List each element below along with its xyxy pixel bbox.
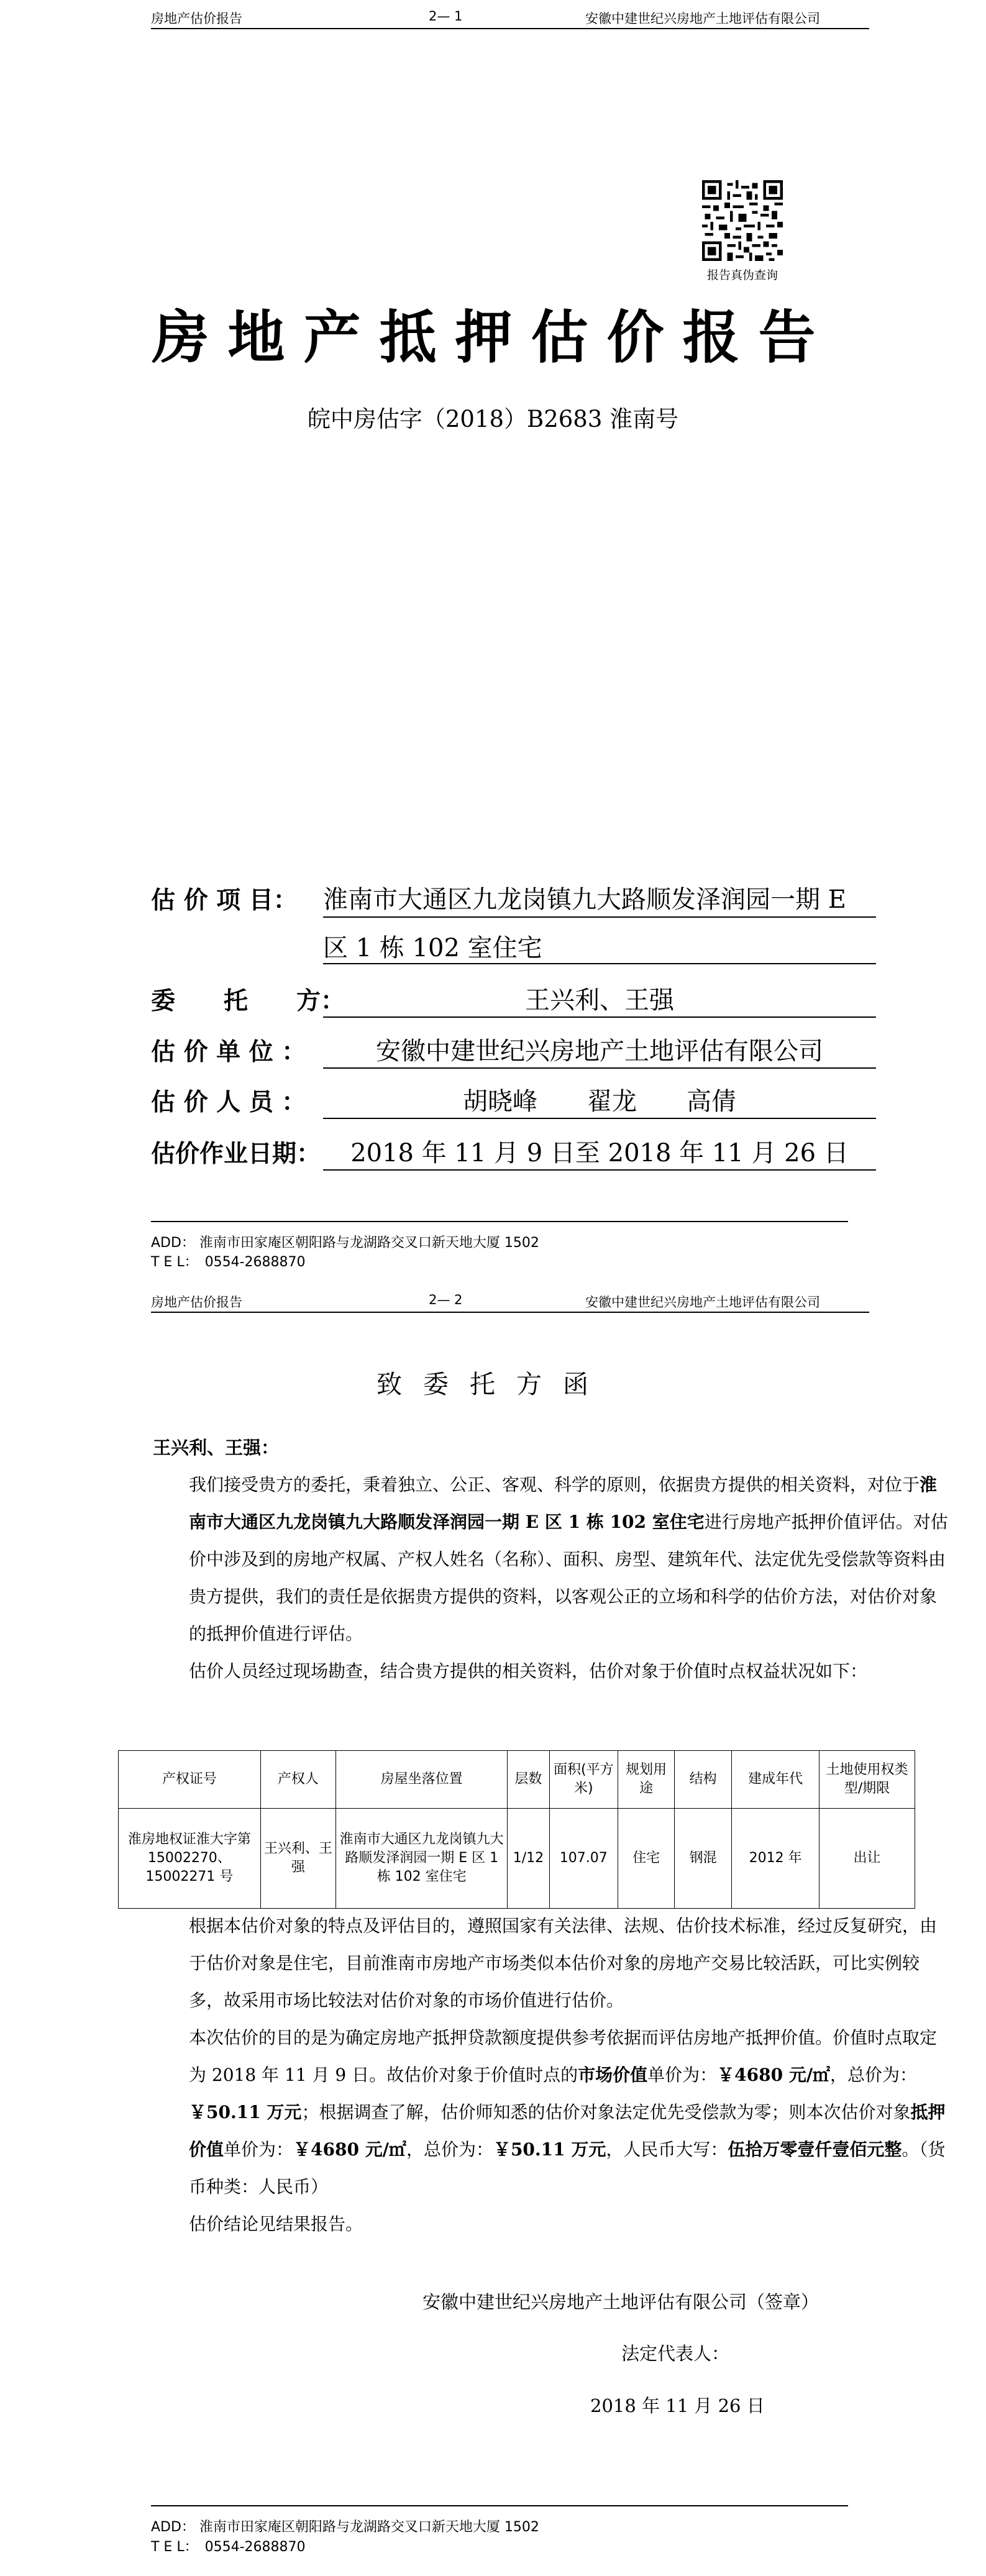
market-unit-price: ￥4680 元/㎡ (717, 2065, 831, 2085)
signature-representative: 法定代表人： (621, 2343, 730, 2364)
date-label: 估价作业日期： (151, 1140, 321, 1168)
table-header: 房屋坐落位置 (336, 1751, 508, 1809)
p4-text: ，总价为： (406, 2139, 493, 2160)
report-title: 房地产抵押估价报告 (152, 304, 834, 371)
table-header: 产权证号 (119, 1751, 261, 1809)
mortgage-unit-price: ￥4680 元/㎡ (293, 2139, 406, 2160)
staff-value: 胡晓峰 翟龙 高倩 (463, 1087, 736, 1116)
property-info-table (118, 1750, 915, 1909)
table-header: 层数 (508, 1751, 549, 1809)
client-label: 委 托 方： (151, 987, 345, 1015)
report-number: 皖中房估字（2018）B2683 淮南号 (307, 406, 679, 432)
date-value: 2018 年 11 月 9 日至 2018 年 11 月 26 日 (350, 1139, 849, 1167)
table-cell: 住宅 (618, 1809, 675, 1909)
org-label: 估 价 单 位 ： (151, 1038, 306, 1066)
paragraph-1-text-a: 我们接受贵方的委托，秉着独立、公正、客观、科学的原则，依据贵方提供的相关资料，对位于 (189, 1474, 920, 1495)
table-cell: 淮房地权证淮大字第 15002270、15002271 号 (119, 1809, 261, 1909)
table-header-row (119, 1751, 915, 1809)
project-value-line2: 区 1 栋 102 室住宅 (323, 934, 542, 962)
mortgage-total-price: ￥50.11 万元 (493, 2139, 606, 2160)
p4-text: 单价为： (647, 2065, 718, 2085)
letter-title: 致委托方函 (377, 1369, 609, 1399)
table-cell: 1/12 (508, 1809, 549, 1909)
salutation: 王兴利、王强： (153, 1437, 280, 1458)
footer-rule (151, 2505, 848, 2506)
project-label: 估 价 项 目： (151, 887, 298, 915)
client-underline (323, 1016, 876, 1018)
staff-label: 估 价 人 员 ： (151, 1089, 306, 1117)
org-value: 安徽中建世纪兴房地产土地评估有限公司 (376, 1037, 823, 1066)
p4-text: ；根据调查了解，估价师知悉的估价对象法定优先受偿款为零；则本次估价对象 (301, 2102, 911, 2122)
project-value-line1: 淮南市大通区九龙岗镇九大路顺发泽润园一期 E (323, 885, 846, 914)
table-cell: 107.07 (549, 1809, 618, 1909)
table-header: 产权人 (260, 1751, 336, 1809)
table-header: 规划用途 (618, 1751, 675, 1809)
client-value: 王兴利、王强 (525, 986, 674, 1015)
table-header: 面积(平方米) (549, 1751, 618, 1809)
org-underline (323, 1067, 876, 1069)
project-underline-2 (323, 963, 876, 964)
table-row (119, 1809, 915, 1909)
mortgage-value-label: 抵押价值 (189, 2102, 946, 2160)
header-rule (151, 28, 869, 29)
header-rule (151, 1312, 869, 1313)
table-cell: 钢混 (675, 1809, 732, 1909)
qr-code-icon (702, 180, 783, 261)
market-value-label: 市场价值 (578, 2065, 648, 2085)
footer-rule (151, 1221, 848, 1222)
p4-text: 单价为： (224, 2139, 294, 2160)
table-cell: 2012 年 (732, 1809, 819, 1909)
signature-date: 2018 年 11 月 26 日 (590, 2395, 765, 2416)
table-cell: 出让 (819, 1809, 915, 1909)
project-underline-1 (323, 916, 876, 918)
header-page-number: 2— 2 (429, 1292, 463, 1307)
p4-text: ，人民币大写： (606, 2139, 728, 2160)
footer-tel: T E L： 0554-2688870 (151, 1254, 306, 1270)
footer-address: ADD： 淮南市田家庵区朝阳路与龙湖路交叉口新天地大厦 1502 (151, 1235, 539, 1251)
signature-company: 安徽中建世纪兴房地产土地评估有限公司（签章） (422, 2291, 819, 2313)
p4-text: ，总价为： (830, 2065, 918, 2085)
header-left: 房地产估价报告 (151, 11, 242, 26)
p4-text: 本次估价的目的是为确定房地产抵押贷款额度提供参考依据而评估房地产抵押价值。价值时点取定为 2018 年 11 月 9 日。故估价对象于价值时点的 (189, 2027, 938, 2085)
paragraph-4 (153, 2019, 950, 2206)
amount-in-words: 伍拾万零壹仟壹佰元整 (728, 2139, 902, 2160)
qr-caption: 报告真伪查询 (706, 268, 778, 282)
paragraph-1 (153, 1466, 950, 1653)
table-header: 结构 (675, 1751, 732, 1809)
paragraph-1-text-c: 进行房地产抵押价值评估。对估价中涉及到的房地产权属、产权人姓名（名称）、面积、房型、建筑年代、法定优先受偿款等资料由贵方提供，我们的责任是依据贵方提供的资料，以客观公正的立场和科学的估价方法，对估价对象的抵押价值进行评估。 (189, 1512, 948, 1644)
p4-text: 。（货币种类：人民币） (189, 2139, 946, 2197)
table-header: 建成年代 (732, 1751, 819, 1809)
table-cell: 王兴利、王强 (260, 1809, 336, 1909)
table-header: 土地使用权类型/期限 (819, 1751, 915, 1809)
paragraph-5: 估价结论见结果报告。 (189, 2214, 363, 2234)
market-total-price: ￥50.11 万元 (189, 2102, 302, 2122)
property-address: 淮南市大通区九龙岗镇九大路顺发泽润园一期 E 区 1 栋 102 室住宅 (189, 1474, 938, 1532)
staff-underline (323, 1118, 876, 1119)
paragraph-2: 估价人员经过现场勘查，结合贵方提供的相关资料，估价对象于价值时点权益状况如下： (189, 1661, 868, 1681)
header-right: 安徽中建世纪兴房地产土地评估有限公司 (585, 11, 820, 26)
table-cell: 淮南市大通区九龙岗镇九大路顺发泽润园一期 E 区 1 栋 102 室住宅 (336, 1809, 508, 1909)
footer-tel: T E L： 0554-2688870 (151, 2539, 306, 2555)
header-page-number: 2— 1 (429, 9, 463, 24)
header-right: 安徽中建世纪兴房地产土地评估有限公司 (585, 1295, 820, 1310)
footer-address: ADD： 淮南市田家庵区朝阳路与龙湖路交叉口新天地大厦 1502 (151, 2519, 539, 2535)
paragraph-3: 根据本估价对象的特点及评估目的，遵照国家有关法律、法规、估价技术标准，经过反复研究，由于估价对象是住宅，目前淮南市房地产市场类似本估价对象的房地产交易比较活跃，可比实例较多，故采用市场比较法对估价对象的市场价值进行估价。 (189, 1916, 938, 2011)
header-left: 房地产估价报告 (151, 1295, 242, 1310)
date-underline (323, 1169, 876, 1171)
